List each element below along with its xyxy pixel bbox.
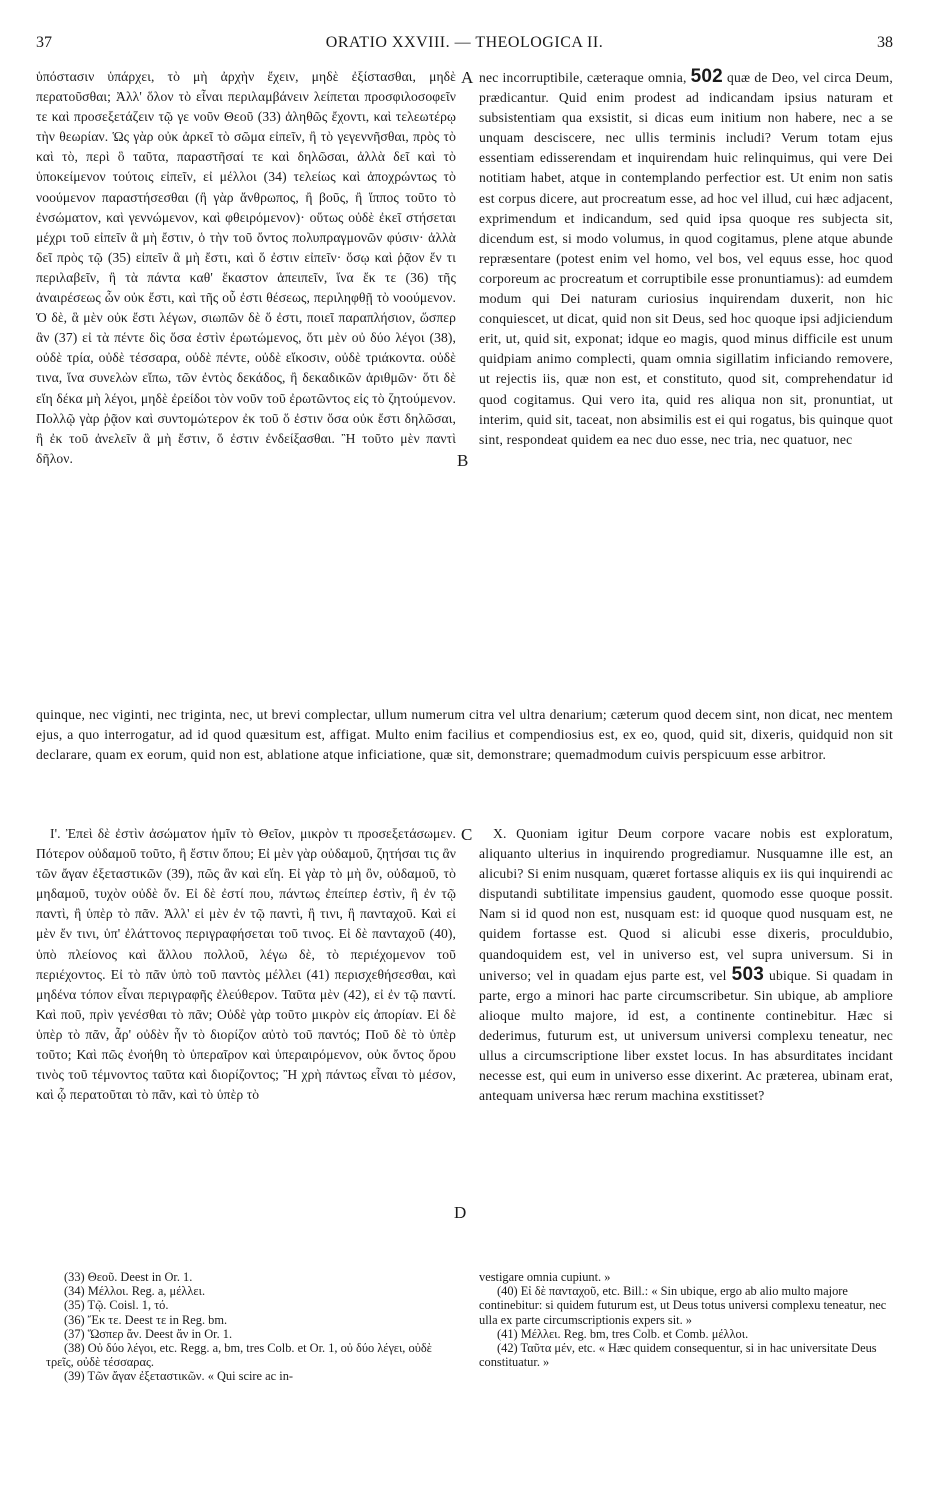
latin-text-upper-start: nec incorruptibile, cæteraque omnia, — [479, 70, 687, 85]
footnote-41: (41) Μέλλει. Reg. bm, tres Colb. et Comb. μέλλοι. — [497, 1326, 749, 1341]
greek-column-upper — [36, 67, 456, 700]
footnotes-left — [46, 1270, 456, 1470]
footnote-34: (34) Μέλλοι. Reg. a, μέλλει. — [64, 1284, 206, 1299]
greek-paragraph-upper: ὑπόστασιν ὑπάρχει, τὸ μὴ ἀρχὴν ἔχειν, μηδὲ ἐξίστασθαι, μηδὲ περατοῦσθαι; Ἀλλ' ὅλον τὸ εἶναι περιλαμβάνειν λείπεται προσφιλοσοφεῖν τε καὶ προσεξετάζειν τῷ γε νοῦν Θεοῦ (33) ἀληθῶς ἔχοντι, καὶ τελεωτέρῳ τὴν θεωρίαν. Ὡς γὰρ οὐκ ἀρκεῖ τὸ σῶμα εἰπεῖν, ἢ τὸ γεγεννῆσθαι, πρὸς τὸ καὶ τὸ, περὶ ὃ ταῦτα, παραστῆσαί τε καὶ δηλῶσαι, ἀλλὰ δεῖ καὶ τὸ ὑποκείμενον τούτοις εἰπεῖν, εἰ μέλλοι (34) τελείως καὶ ἀποχρώντως τὸ νοούμενον παραστήσεσθαι (ἢ γὰρ ἄνθρωπος, ἢ βοῦς, ἢ ἵππος τοῦτο τὸ ἐνσώματον, καὶ γεννώμενον, καὶ φθειρόμενον)· οὕτως οὐδὲ ἐκεῖ στήσεται μέχρι τοῦ εἰπεῖν ἃ μὴ ἔστιν, ὁ τὴν τοῦ ὄντος πολυπραγμονῶν φύσιν· ἀλλὰ δεῖ πρὸς τῷ (35) εἰπεῖν ἃ μὴ ἔστι, καὶ ὅ ἐστιν εἰπεῖν· ὅσῳ καὶ ῥᾷον ἕν τι περιλαβεῖν, ἢ τὰ πάντα καθ' ἕκαστον ἀπειπεῖν, ἵνα ἔκ τε (36) τῆς ἀναιρέσεως ὧν οὐκ ἔστι, καὶ τῆς οὗ ἐστι θέσεως, περιληφθῇ τὸ νοούμενον. Ὁ δὲ, ἃ μὲν οὐκ ἔστι λέγων, σιωπῶν δὲ ὅ ἐστι, ποιεῖ παραπλήσιον, ὥσπερ ἂν (37) εἰ τὰ πέντε δὶς ὅσα ἐστὶν ἐρωτώμενος, ὅτι μὲν οὐ δύο λέγοι (38), οὐδὲ τρία, οὐδὲ τέσσαρα, οὐδὲ πέντε, οὐδὲ εἴκοσιν, οὐδὲ τριάκοντα. οὐδὲ τινα, ἵνα συνελὼν εἴπω, τῶν ἐντὸς δεκάδος, ἢ δεκαδικῶν ἀριθμῶν· ὅτι δὲ εἴη δέκα μὴ λέγοι, μηδὲ ἐρείδοι τὸν νοῦν τοῦ ἐρωτῶντος εἰς τὸ ζητούμενον. Πολλῷ γὰρ ῥᾷον καὶ συντομώτερον ἐκ τοῦ ὅ ἐστιν ὅσα οὐκ ἔστι δηλῶσαι, ἢ ἐκ τοῦ ἀνελεῖν ἃ μὴ ἔστιν, ὅ ἐστιν ἐνδείξασθαι. Ἢ τοῦτο μὲν παντὶ δῆλον. — [36, 69, 456, 466]
margin-marker-d: D — [454, 1203, 467, 1222]
footnotes-right — [479, 1270, 893, 1470]
footnote-42: (42) Ταῦτα μέν, etc. « Hæc quidem consequentur, si in hac universitate Deus constituatur. » — [479, 1341, 877, 1370]
footnote-40: (40) Εἰ δὲ πανταχοῦ, etc. Bill.: « Sin ubique, ergo ab alio multo majore continebitur: si quidem futurum est, ut Deus totus universi complexu teneatur, nec ulla ex parte circumscriptionis expers sit. » — [479, 1284, 887, 1327]
edition-page-marker-502: 502 — [690, 67, 723, 87]
edition-page-marker-503: 503 — [731, 963, 764, 985]
latin-text-lower-start: X. Quoniam igitur Deum corpore vacare nobis est exploratum, aliquanto ulterius in inquirendo progrediamur. Nusquamne ille est, an alicubi? Si enim nusquam, quæret fortasse aliquis ex iis qui inquirendi ac disputandi subtilitate impensius gaudent, quomodo esse quoque possit. Nam si id quod non est, nusquam est: id quoque quod nusquam est, ne quidem fortasse est. Quod si alicubi esse dixeris, proculdubio, quandoquidem est, vel in universo est, vel supra universum. Si in universo; vel in quadam ejus parte est, vel — [479, 826, 893, 983]
footnote-39-continued: vestigare omnia cupiunt. » — [479, 1270, 611, 1284]
latin-column-lower — [479, 824, 893, 1248]
latin-paragraph-lower — [479, 824, 893, 1106]
page-number-right: 38 — [877, 34, 893, 51]
footnote-33: (33) Θεοῦ. Deest in Or. 1. — [64, 1270, 193, 1284]
running-header — [36, 34, 893, 56]
greek-paragraph-lower: Ι'. Ἐπεὶ δὲ ἐστὶν ἀσώματον ἡμῖν τὸ Θεῖον, μικρὸν τι προσεξετάσωμεν. Πότερον οὐδαμοῦ τοῦτο, ἢ ἔστιν ὅπου; Εἰ μὲν γὰρ οὐδαμοῦ, ζητήσαι τις ἂν τῶν ἄγαν ἐξεταστικῶν (39), πῶς ἂν καὶ εἴη. Εἰ γὰρ τὸ μὴ ὂν, οὐδαμοῦ, τὸ μηδαμοῦ, τυχὸν οὐδὲ ὄν. Εἰ δὲ ἐστί που, πάντως ἐπείπερ ἐστὶν, ἢ ἐν τῷ παντὶ, ἢ ὑπὲρ τὸ πᾶν. Ἀλλ' εἰ μὲν ἐν τῷ παντὶ, ἢ τινι, ἢ πανταχοῦ. Καὶ εἰ μὲν ἔν τινι, ὑπ' ἐλάττονος περιγραφήσεται τοῦ τινος. Εἰ δὲ πανταχοῦ (40), ὑπὸ πλείονος καὶ ἄλλου πολλοῦ, λέγω δὲ, τὸ περιέχομενον τοῦ περιέχοντος. Εἰ τὸ πᾶν ὑπὸ τοῦ παντὸς μέλλει (41) περισχεθήσεσθαι, καὶ μηδένα τόπον εἶναι περιγραφῆς ἐλεύθερον. Ταῦτα μὲν (42), εἰ ἐν τῷ παντί. Καὶ ποῦ, πρὶν γενέσθαι τὸ πᾶν; Οὐδὲ γὰρ τοῦτο μικρὸν εἰς ἀπορίαν. Εἰ δὲ ὑπὲρ τὸ πᾶν, ἆρ' οὐδὲν ἦν τὸ διορίζον αὐτὸ τοῦ παντός; Ποῦ δὲ τὸ ὑπὲρ τοῦτο; Καὶ πῶς ἐνοήθη τὸ ὑπεραῖρον καὶ ὑπεραιρόμενον, οὐκ ὄντος ὅρου τινὸς τοῦ τέμνοντος ταῦτα καὶ διορίζοντος; Ἢ χρὴ πάντως εἶναι τὸ μέσον, καὶ ᾧ περατοῦται τὸ πᾶν, καὶ τὸ ὑπὲρ τὸ — [36, 826, 456, 1103]
margin-marker-b: B — [457, 451, 469, 470]
latin-text-lower-rest: ubique. Si quadam in parte, ergo a minori hac parte circumscribetur. Sin ubique, ab ampliore alioque multo majore, id est, a continente continebitur. Hæc si dederimus, futurum est, ut universum universi complexu teneatur, nec ullus a circumscriptione liber exstet locus. In has absurditates incidant necesse est, qui eum in universo esse dixerint. Ac præterea, ubinam erat, antequam universa hæc rerum machina exstitisset? — [479, 967, 893, 1104]
page-number-left: 37 — [36, 34, 52, 51]
latin-full-width-continuation — [36, 705, 893, 807]
latin-column-upper — [479, 67, 893, 700]
latin-text-upper-rest: quæ de Deo, vel circa Deum, prædicantur. Quid enim prodest ad indicandam ipsius naturam et subsistentiam qua exsistit, si dicas eum initium non habere, nec a se unquam desciscere, nec ullis terminis includi? Verum totam ejus essentiam edisserendam et inquirendam huic relinquimus, qui vere Dei notitiam habet, atque in contemplando perfectior est. Ut enim non satis est corpus dicere, aut procreatum esse, ad hoc vel illud, cui hæc adjacent, exprimendum et indicandum, sed quid ipsa quoque res subjecta sit, dicendum est, si modo volumus, in quod cogitamus, plene atque abunde repræsentare (potest enim vel homo, vel bos, vel equus esse, hoc quod corporeum ac procreatum et corruptibile esse pronuntiamus): ad eumdem modum qui Dei naturam curiosius inquirendam duxerit, non hic conquiescet, ut dicat, quid non sit Deus, sed hoc quoque ipsi adjiciendum erit, ut, quid sit, exponat; idque eo magis, quod minus difficile est unum quidpiam animo complecti, quam omnia sigillatim inficiando removere, ut rejectis iis, quæ non est, et constituto, quod sit, comprehendatur id quod cogitamus. Qui vero ita, quid res aliqua non sit, pronuntiat, ut interim, quid sit, taceat, non absimilis est ei qui rogatus, bis quinque quot sint, respondeat quidem ea nec duo esse, nec tria, nec quatuor, nec — [479, 70, 893, 447]
margin-marker-a: A — [461, 68, 474, 87]
latin-paragraph-upper — [479, 67, 893, 450]
running-title: ORATIO XXVIII. — THEOLOGICA II. — [325, 34, 604, 51]
latin-full-width-text: quinque, nec viginti, nec triginta, nec, ut brevi complectar, ullum numerum citra vel ultra denarium; cæterum quod decem sint, non dicat, nec mentem ejus, a quo interrogatur, ad id quod quæsitum est, affigat. Multo enim facilius et compendiosius est, ex eo, quod, quid sit, dixeris, quidquid non sit declarare, quam ex eorum, quid non est, ablatione atque inficiatione, quæ sit, demonstrare; quemadmodum cuivis perspicuum esse arbitror. — [36, 707, 893, 763]
footnote-39: (39) Τῶν ἄγαν ἐξεταστικῶν. « Qui scire ac in- — [64, 1369, 294, 1384]
footnote-38: (38) Οὐ δύο λέγοι, etc. Regg. a, bm, tres Colb. et Or. 1, οὐ δύο λέγει, οὐδὲ τρεῖς, οὐδὲ τέσσαρας. — [46, 1341, 432, 1370]
footnote-37: (37) Ὥσπερ ἄν. Deest ἄν in Or. 1. — [64, 1326, 233, 1341]
footnote-35: (35) Τῷ. Coisl. 1, τό. — [64, 1298, 169, 1313]
margin-marker-c: C — [461, 825, 473, 844]
footnote-36: (36) Ἔκ τε. Deest τε in Reg. bm. — [64, 1312, 228, 1327]
